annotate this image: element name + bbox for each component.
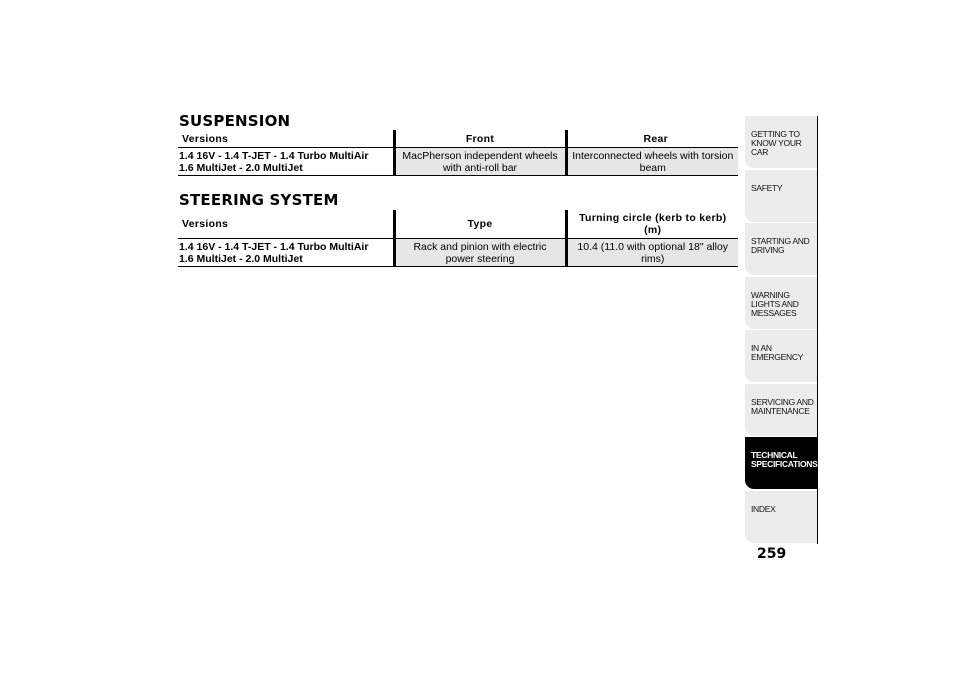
versions-line: 1.6 MultiJet - 2.0 MultiJet	[179, 252, 303, 265]
suspension-table	[178, 130, 738, 176]
tab-in-an-emergency[interactable]: IN AN EMERGENCY	[745, 330, 817, 382]
tab-starting-and-driving[interactable]: STARTING AND DRIVING	[745, 223, 817, 275]
versions-line: 1.4 16V - 1.4 T-JET - 1.4 Turbo MultiAir	[179, 149, 369, 162]
table-row	[178, 239, 738, 267]
rear-header: Rear	[566, 130, 738, 148]
tab-getting-to-know-your-car[interactable]: GETTING TO KNOW YOUR CAR	[745, 116, 817, 168]
versions-line: 1.4 16V - 1.4 T-JET - 1.4 Turbo MultiAir	[179, 240, 369, 253]
versions-header: Versions	[178, 130, 394, 148]
versions-line: 1.6 MultiJet - 2.0 MultiJet	[179, 161, 303, 174]
type-cell: Rack and pinion with electric power steering	[394, 239, 566, 267]
steering-table	[178, 210, 738, 267]
tab-technical-specifications[interactable]: TECHNICAL SPECIFICATIONS	[745, 437, 817, 489]
page-number: 259	[757, 546, 787, 562]
suspension-title: SUSPENSION	[179, 112, 291, 130]
tab-index[interactable]: INDEX	[745, 491, 817, 543]
chapter-tabs	[745, 116, 818, 544]
steering-title: STEERING SYSTEM	[179, 191, 339, 209]
versions-cell	[178, 148, 394, 176]
table-header-row	[178, 210, 738, 239]
front-header: Front	[394, 130, 566, 148]
turning-circle-header: Turning circle (kerb to kerb) (m)	[566, 210, 738, 239]
front-cell: MacPherson independent wheels with anti-roll bar	[394, 148, 566, 176]
tab-servicing-and-maintenance[interactable]: SERVICING AND MAINTENANCE	[745, 384, 817, 436]
rear-cell: Interconnected wheels with torsion beam	[566, 148, 738, 176]
type-header: Type	[394, 210, 566, 239]
versions-header: Versions	[178, 210, 394, 239]
versions-cell	[178, 239, 394, 267]
table-row	[178, 148, 738, 176]
table-header-row	[178, 130, 738, 148]
tab-warning-lights-and-messages[interactable]: WARNING LIGHTS AND MESSAGES	[745, 277, 817, 329]
turning-circle-cell: 10.4 (11.0 with optional 18" alloy rims)	[566, 239, 738, 267]
tab-safety[interactable]: SAFETY	[745, 170, 817, 222]
